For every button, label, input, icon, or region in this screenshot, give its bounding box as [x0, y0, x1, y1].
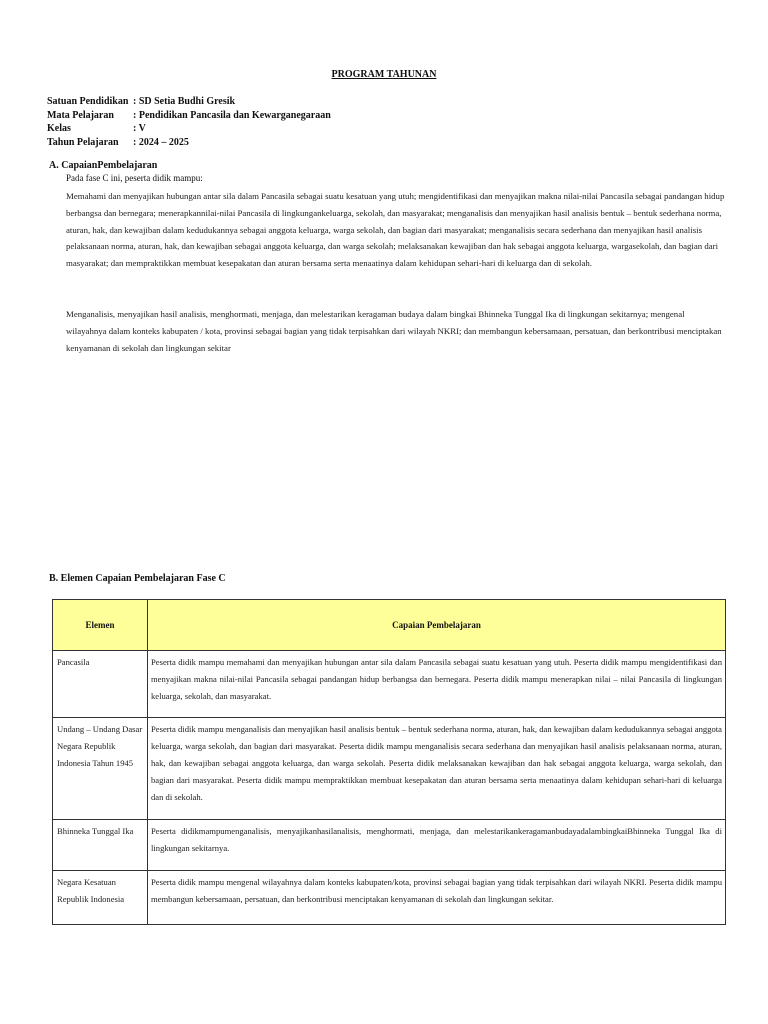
meta-label: Kelas	[47, 123, 71, 134]
meta-row-mapel	[47, 109, 331, 123]
meta-value: : SD Setia Budhi Gresik	[133, 96, 236, 107]
meta-row-tahun	[47, 136, 331, 150]
cell-elemen: Undang – Undang Dasar Negara Republik Indonesia Tahun 1945	[53, 718, 148, 820]
cell-elemen: Pancasila	[53, 651, 148, 718]
header-elemen: Elemen	[53, 600, 148, 651]
meta-label: Tahun Pelajaran	[47, 136, 119, 148]
meta-value: : Pendidikan Pancasila dan Kewarganegaraan	[133, 109, 331, 121]
section-a-paragraph-1: Memahami dan menyajikan hubungan antar sila dalam Pancasila sebagai suatu kesatuan yang utuh; mengidentifikasi dan menyajikan makna nilai-nilai Pancasila sebagai pandangan hidup berbangsa dan bernegara; menerapkannilai-nilai Pancasila di lingkungankeluarga, sekolah, dan masyarakat; menganalisis dan menyajikan hasil analisis bentuk – bentuk sederhana norma, aturan, hak, dan kewajiban dalam kedudukannya sebagai anggota keluarga, warga sekolah, dan bagian dari masyarakat; menganalisis secara sederhana dan menyajikan hasil analisis pelaksanaan norma, aturan, hak, dan kewajiban sebagai anggota keluarga, dan warga sekolah; melaksanakan kewajiban dan hak sebagai anggota keluarga, wargasekolah, dan bagian dari masyarakat; dan mempraktikkan membuat kesepakatan dan aturan bersama serta menaatinya dalam kehidupan sehari-hari di keluarga dan di sekolah.	[66, 191, 725, 269]
meta-label: Satuan Pendidikan	[47, 96, 129, 107]
meta-row-kelas	[47, 122, 331, 136]
table-header-row	[53, 600, 726, 651]
section-a-intro: Pada fase C ini, peserta didik mampu:	[66, 173, 203, 183]
meta-row-satuan	[47, 95, 331, 109]
section-b-heading: B. Elemen Capaian Pembelajaran Fase C	[49, 573, 226, 584]
cell-capaian: Peserta didik mampu mengenal wilayahnya dalam konteks kabupaten/kota, provinsi sebagai bagian yang tidak terpisahkan dari wilayah NKRI. Peserta didik mampu membangun kebersamaan, persatuan, dan berkontribusi menciptakan kenyamanan di sekolah dan lingkungan sekitar.	[148, 871, 726, 925]
document-meta	[47, 95, 331, 149]
meta-label: Mata Pelajaran	[47, 109, 114, 121]
meta-value: : 2024 – 2025	[133, 136, 189, 148]
section-a-heading: A. CapaianPembelajaran	[49, 160, 158, 171]
meta-value: : V	[133, 123, 146, 134]
page-title: PROGRAM TAHUNAN	[331, 69, 437, 80]
cell-capaian: Peserta didik mampu memahami dan menyajikan hubungan antar sila dalam Pancasila sebagai suatu kesatuan yang utuh. Peserta didik mampu mengidentifikasi dan menyajikan makna nilai-nilai Pancasila sebagai pandangan hidup berbangsa dan bernegara. Peserta didik mampu menerapkan nilai – nilai Pancasila di lingkungan keluarga, sekolah, dan masyarakat.	[148, 651, 726, 718]
section-a-paragraph-2: Menganalisis, menyajikan hasil analisis, menghormati, menjaga, dan melestarikan keragaman budaya dalam bingkai Bhinneka Tunggal Ika di lingkungan sekitarnya; mengenal wilayahnya dalam konteks kabupaten / kota, provinsi sebagai bagian yang tidak terpisahkan dari wilayah NKRI; dan membangun kebersamaan, persatuan, dan berkontribusi menciptakan kenyamanan di sekolah dan lingkungan sekitar	[66, 309, 722, 353]
table-row	[53, 651, 726, 718]
table-row	[53, 718, 726, 820]
cell-capaian: Peserta didik mampu menganalisis dan menyajikan hasil analisis bentuk – bentuk sederhana norma, aturan, hak, dan kewajiban dalam kedudukannya sebagai anggota keluarga, warga sekolah, dan bagian dari masyarakat. Peserta didik mampu menganalisis secara sederhana dan menyajikan hasil analisis pelaksanaan norma, aturan, hak, dan kewajiban sebagai anggota keluarga, dan warga sekolah. Peserta didik melaksanakan kewajiban dan hak sebagai anggota keluarga, warga sekolah, dan bagian dari masyarakat. Peserta didik mampu mempraktikkan membuat kesepakatan dan aturan bersama serta menaatinya dalam kehidupan sehari-hari di keluarga dan di sekolah.	[148, 718, 726, 820]
table-row	[53, 820, 726, 871]
capaian-table	[52, 599, 726, 925]
cell-capaian: Peserta didikmampumenganalisis, menyajikanhasilanalisis, menghormati, menjaga, dan melestarikankeragamanbudayadalambingkaiBhinneka Tunggal Ika di lingkungan sekitarnya.	[148, 820, 726, 871]
cell-elemen: Bhinneka Tunggal Ika	[53, 820, 148, 871]
header-capaian: Capaian Pembelajaran	[148, 600, 726, 651]
table-row	[53, 871, 726, 925]
cell-elemen: Negara Kesatuan Republik Indonesia	[53, 871, 148, 925]
